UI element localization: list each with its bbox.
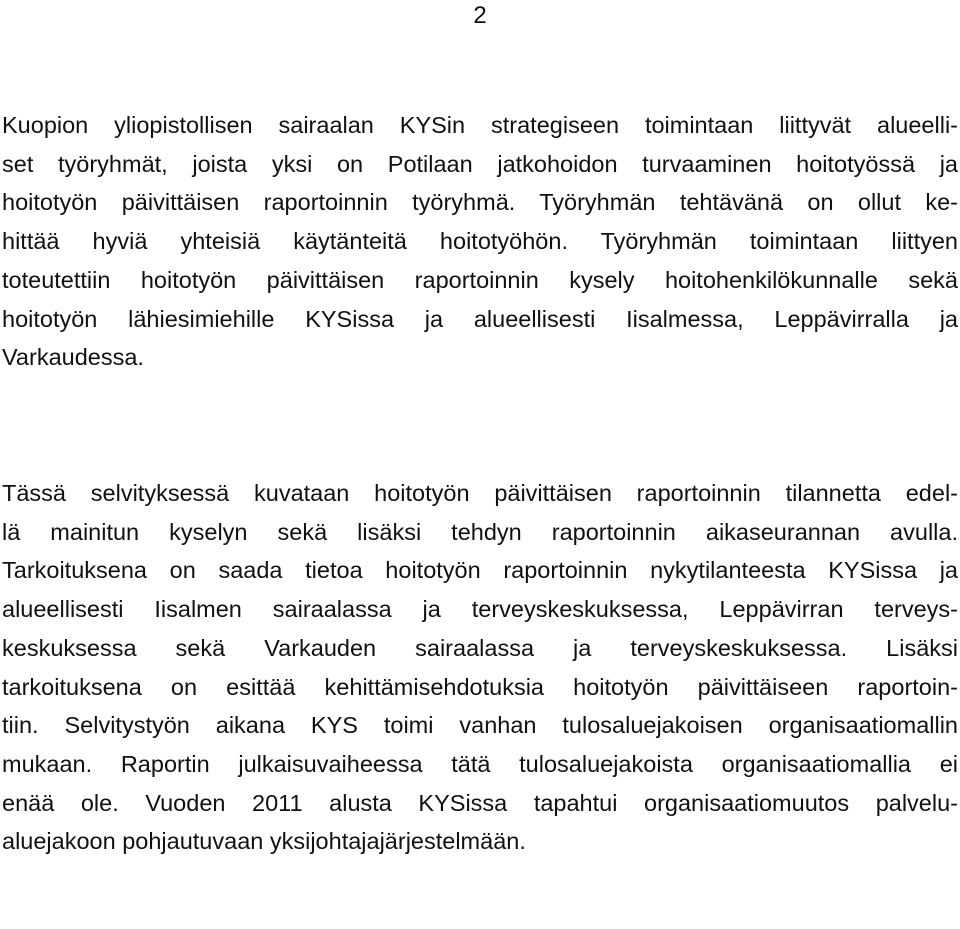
text-line: alueellisesti Iisalmen sairaalassa ja terveyskeskuksessa, Leppävirran terveys-	[2, 596, 958, 623]
text-line: aluejakoon pohjautuvaan yksijohtajajärjestelmään.	[2, 828, 526, 855]
text-line: Tarkoituksena on saada tietoa hoitotyön raportoinnin nykytilanteesta KYSissa ja	[2, 557, 958, 584]
text-line: tiin. Selvitystyön aikana KYS toimi vanhan tulosaluejakoisen organisaatiomallin	[2, 712, 958, 739]
text-line: hittää hyviä yhteisiä käytänteitä hoitotyöhön. Työryhmän toimintaan liittyen	[2, 228, 958, 255]
text-line: toteutettiin hoitotyön päivittäisen raportoinnin kysely hoitohenkilökunnalle sekä	[2, 266, 958, 293]
text-line: keskuksessa sekä Varkauden sairaalassa ja terveyskeskuksessa. Lisäksi	[2, 634, 958, 661]
text-line: Tässä selvityksessä kuvataan hoitotyön päivittäisen raportoinnin tilannetta edel-	[2, 480, 958, 506]
text-line: enää ole. Vuoden 2011 alusta KYSissa tapahtui organisaatiomuutos palvelu-	[2, 789, 958, 816]
text-line: lä mainitun kyselyn sekä lisäksi tehdyn raportoinnin aikaseurannan avulla.	[2, 518, 958, 545]
paragraph-2	[2, 474, 958, 861]
text-line: Varkaudessa.	[2, 344, 144, 371]
text-line: Kuopion yliopistollisen sairaalan KYSin strategiseen toimintaan liittyvät alueelli-	[2, 112, 958, 138]
text-line: hoitotyön päivittäisen raportoinnin työryhmä. Työryhmän tehtävänä on ollut ke-	[2, 189, 958, 216]
paragraph-1	[2, 106, 958, 377]
text-line: hoitotyön lähiesimiehille KYSissa ja alueellisesti Iisalmessa, Leppävirralla ja	[2, 305, 958, 332]
page-number: 2	[473, 2, 487, 29]
text-line: mukaan. Raportin julkaisuvaiheessa tätä tulosaluejakoista organisaatiomallia ei	[2, 750, 958, 777]
text-line: set työryhmät, joista yksi on Potilaan jatkohoidon turvaaminen hoitotyössä ja	[2, 150, 958, 177]
text-line: tarkoituksena on esittää kehittämisehdotuksia hoitotyön päivittäiseen raportoin-	[2, 673, 958, 700]
